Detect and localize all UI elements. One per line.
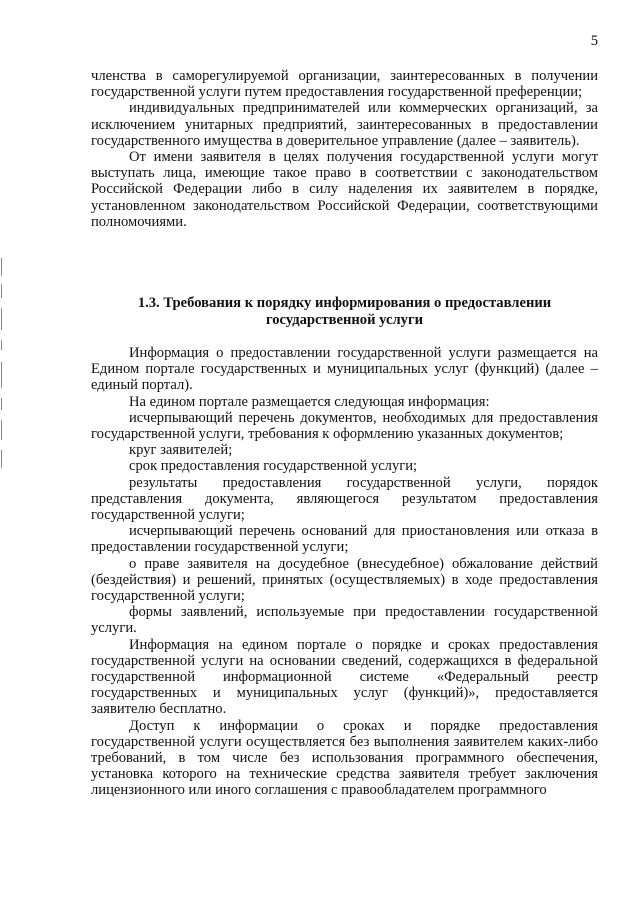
paragraph: Доступ к информации о сроках и порядке предоставления государственной услуги осуществляется без выполнения заявителем каких-либо требований, в том числе без использования программного обеспечения, установка которого на технические средства заявителя требует заключения лицензионного или иного соглашения с правообладателем программного [91,717,598,799]
paragraph: индивидуальных предпринимателей или коммерческих организаций, за исключением унитарных предприятий, заинтересованных в предоставлении государственного имущества в доверительное управление (далее – заявитель). [91,100,598,149]
list-item: круг заявителей; [129,442,233,459]
list-item: исчерпывающий перечень документов, необходимых для предоставления государственной услуги, требования к оформлению указанных документов; [91,409,598,443]
list-item: формы заявлений, используемые при предоставлении государственной услуги. [91,604,598,637]
list-item: срок предоставления государственной услуги; [129,458,418,475]
list-item: исчерпывающий перечень оснований для приостановления или отказа в предоставлении государственной услуги; [91,523,598,556]
paragraph: На едином портале размещается следующая информация: [129,393,490,410]
section-heading [91,295,598,328]
paragraph: От имени заявителя в целях получения государственной услуги могут выступать лица, имеющие такое право в соответствии с законодательством Российской Федерации либо в силу наделения их заявителем в порядке, установленном законодательством Российской Федерации, соответствующими полномочиями. [91,149,598,230]
list-item: результаты предоставления государственной услуги, порядок представления документа, являющегося результатом предоставления государственной услуги; [91,474,598,524]
paragraph: Информация на едином портале о порядке и сроках предоставления государственной услуги на основании сведений, содержащихся в федеральной государственной информационной системе «Федеральный реестр государственных и муниципальных услуг (функций)», предоставляется заявителю бесплатно. [91,636,598,718]
page-number: 5 [590,33,598,49]
section-heading-line2: государственной услуги [265,311,424,328]
section-heading-line1: 1.3. Требования к порядку информирования о предоставлении [137,295,552,311]
section-body [91,345,598,799]
paragraph: Информация о предоставлении государственной услуги размещается на Едином портале государственных и муниципальных услуг (функций) (далее – единый портал). [91,345,598,394]
intro-block [91,68,598,230]
paragraph: членства в саморегулируемой организации, заинтересованных в получении государственной услуги путем предоставления государственной преференции; [91,68,598,101]
list-item: о праве заявителя на досудебное (внесудебное) обжалование действий (бездействия) и решений, принятых (осуществляемых) в ходе предоставления государственной услуги; [91,555,598,605]
left-margin-marks [0,258,3,478]
